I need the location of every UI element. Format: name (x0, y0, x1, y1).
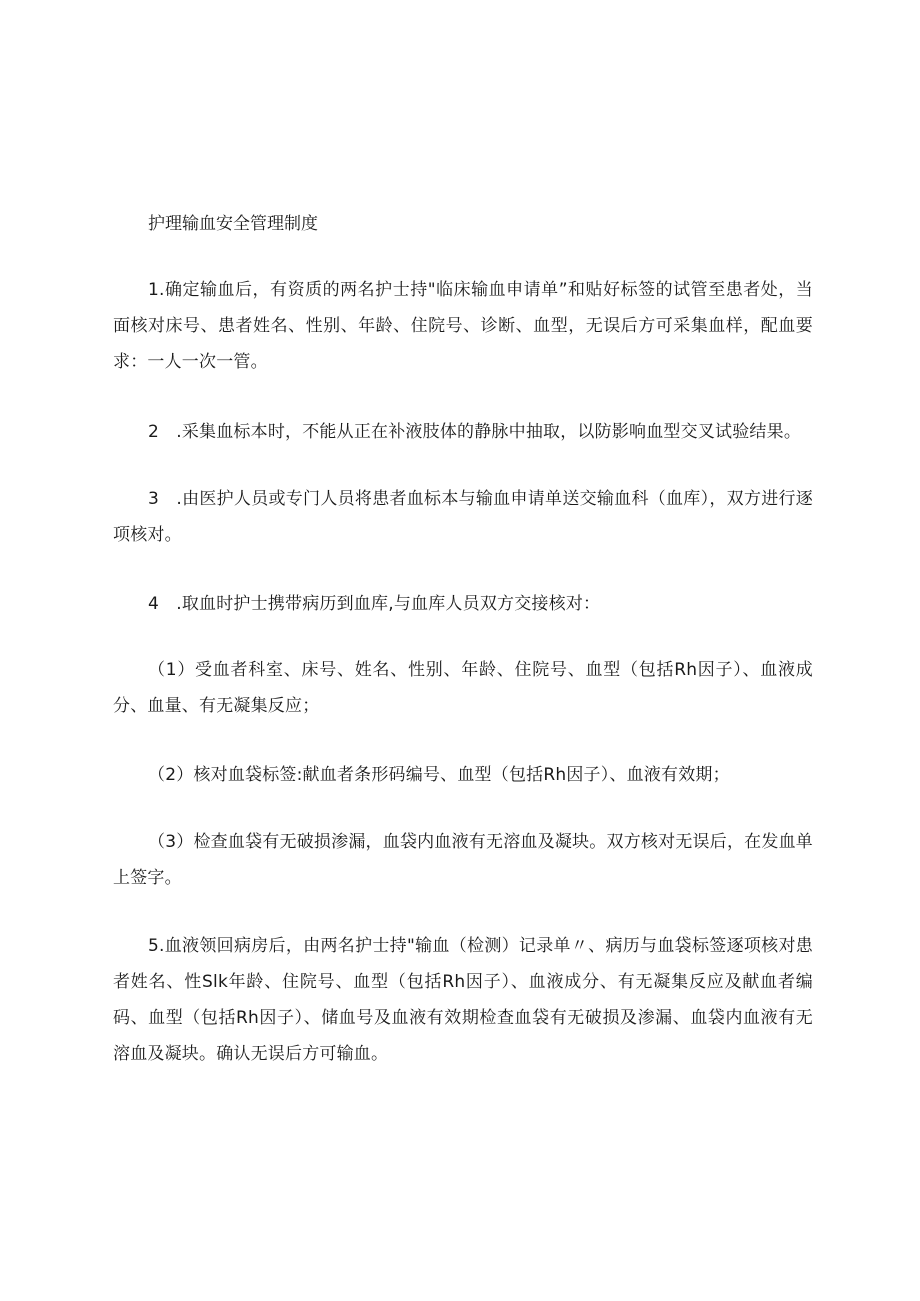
paragraph-2-sample-collection: 2 .采集血标本时，不能从正在补液肢体的静脉中抽取，以防影响血型交叉试验结果。 (148, 422, 802, 442)
paragraph-4-1-recipient-check: （1）受血者科室、床号、姓名、性别、年龄、住院号、血型（包括Rh因子）、血液成分、血量、有无凝集反应； (113, 660, 813, 716)
paragraph-4-3-bag-inspection: （3）检查血袋有无破损渗漏，血袋内血液有无溶血及凝块。双方核对无误后，在发血单上签字。 (113, 832, 813, 888)
document-title: 护理输血安全管理制度 (148, 214, 318, 234)
paragraph-4-blood-pickup: 4 .取血时护士携带病历到血库,与血库人员双方交接核对： (148, 594, 601, 614)
paragraph-1-blood-sampling: 1.确定输血后，有资质的两名护士持"临床输血申请单”和贴好标签的试管至患者处，当面核对床号、患者姓名、性别、年龄、住院号、诊断、血型，无误后方可采集血样，配血要求：一人一次一管。 (113, 280, 813, 372)
paragraph-4-2-label-check: （2）核对血袋标签:献血者条形码编号、血型（包括Rh因子）、血液有效期； (148, 765, 730, 785)
paragraph-5-ward-verification: 5.血液领回病房后，由两名护士持"输血（检测）记录单〃、病历与血袋标签逐项核对患者姓名、性Slk年龄、住院号、血型（包括Rh因子）、血液成分、有无凝集反应及献血者编码、血型（包括Rh因子）、储血号及血液有效期检查血袋有无破损及渗漏、血袋内血液有无溶血及凝块。确认无误后方可输血。 (113, 936, 813, 1064)
paragraph-3-sample-delivery: 3 .由医护人员或专门人员将患者血标本与输血申请单送交输血科（血库），双方进行逐项核对。 (113, 489, 813, 545)
